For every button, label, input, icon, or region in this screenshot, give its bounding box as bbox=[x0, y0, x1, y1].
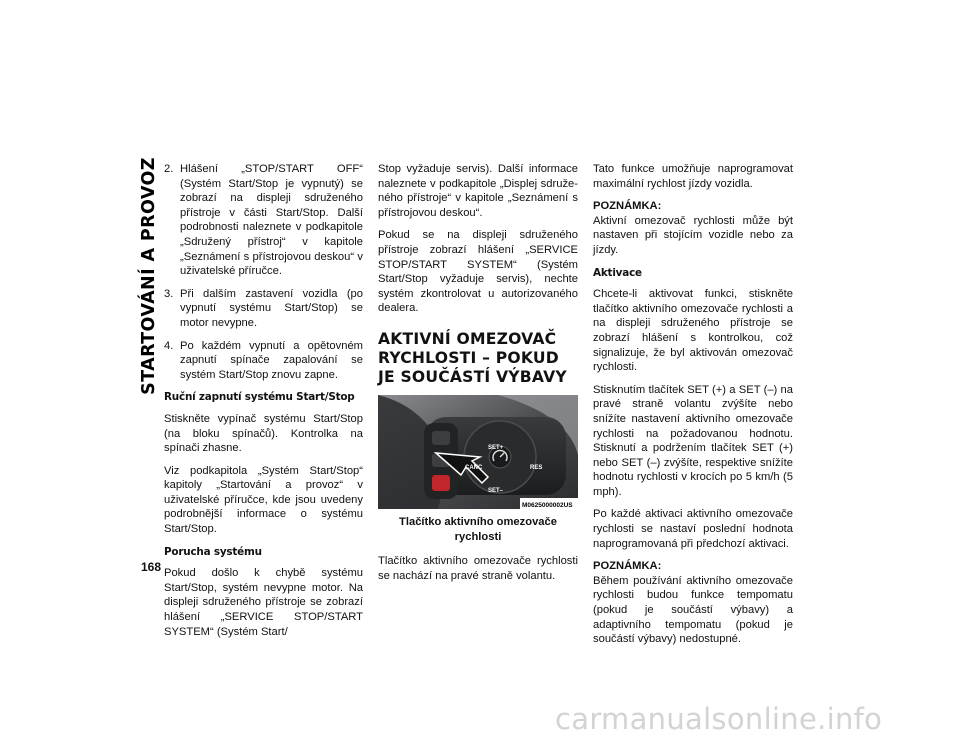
watermark: carmanualsonline.info bbox=[555, 702, 883, 736]
column-1 bbox=[164, 162, 363, 647]
list-item-text: Hlášení „STOP/START OFF“ (Systém Start/Stop je vypnutý) se zobrazí na displeji sdruženého přístroje v části Start/Stop. Další podrobnosti naleznete v podkapitole „Sdružený přístroj“ v kapitole „Seznámení s přístrojovou deskou“ v uživatelské příručce. bbox=[180, 163, 363, 278]
steering-wheel-buttons-photo bbox=[378, 395, 578, 509]
button-label-set-plus: SET+ bbox=[488, 444, 504, 451]
list-item-number: 2. bbox=[164, 163, 174, 175]
note-text: Během používání aktivního omezovače rychlosti budou funkce tempomatu (pokud je součástí výbavy) a adaptivního tempomatu (pokud je součástí výbavy) nedostupné. bbox=[593, 574, 793, 646]
figure-caption: Tlačítko aktivního omezovače rychlosti bbox=[399, 515, 557, 543]
paragraph: Stiskněte vypínač systému Start/Stop (na bloku spínačů). Kontrolka na spínači zhasne. bbox=[164, 412, 363, 455]
button-label-set-minus: SET– bbox=[488, 487, 504, 494]
button-label-canc: CANC bbox=[465, 464, 483, 471]
subheading-manual-enable: Ruční zapnutí systému Start/Stop bbox=[164, 391, 355, 404]
list-item bbox=[164, 162, 363, 279]
subheading-activation: Aktivace bbox=[593, 266, 642, 279]
note-title: POZNÁMKA: bbox=[593, 200, 662, 213]
subheading-system-fault: Porucha systému bbox=[164, 545, 262, 558]
paragraph: Pokud došlo k chybě systému Start/Stop, systém nevypne motor. Na displeji sdruženého přístroje se zobrazí hlášení „SERVICE STOP/START SYSTEM“ (Systém Start/ bbox=[164, 567, 363, 638]
list-item bbox=[164, 287, 363, 331]
paragraph: Po každé aktivaci aktivního omezovače rychlosti se nastaví poslední hodnota naprogramovaná při předchozí aktivaci. bbox=[593, 508, 793, 550]
list-item-number: 4. bbox=[164, 339, 174, 352]
column-2 bbox=[378, 162, 578, 591]
paragraph: Pokud se na displeji sdruženého přístroje zobrazí hlášení „SERVICE STOP/START SYSTEM“ (Systém Start/Stop vyžaduje servis), nechte systém zkontrolovat u autorizovaného dealera. bbox=[378, 229, 578, 315]
section-title: AKTIVNÍ OMEZOVAČ RYCHLOSTI – POKUD JE SOUČÁSTÍ VÝBAVY bbox=[378, 329, 567, 386]
paragraph: Viz podkapitola „Systém Start/Stop“ kapitoly „Startování a provoz“ v uživatelské příručce, kde jsou uvedeny podrobnější informace o systému Start/Stop. bbox=[164, 464, 363, 536]
paragraph: Tato funkce umožňuje naprogramovat maximální rychlost jízdy vozidla. bbox=[593, 163, 793, 190]
list-item bbox=[164, 339, 363, 383]
steering-wheel-illustration bbox=[378, 395, 578, 509]
list-item-text: Po každém vypnutí a opětovném zapnutí spínače zapalování se systém Start/Stop znovu zapne. bbox=[180, 339, 363, 381]
list-item-text: Při dalším zastavení vozidla (po vypnutí systému Start/Stop) se motor nevypne. bbox=[180, 287, 363, 329]
paragraph: Stisknutím tlačítek SET (+) a SET (–) na pravé straně volantu zvýšíte nebo snížíte nastavení aktivního omezovače rychlosti na požadovanou hodnotu. Stisknutí a podržením tlačítek SET (+) nebo SET (–) zvýšíte, respektive snížíte hodnotu rychlosti v krocích po 5 km/h (5 mph). bbox=[593, 383, 793, 498]
list-item-number: 3. bbox=[164, 287, 174, 300]
note-text: Aktivní omezovač rychlosti může být nastaven při stojícím vozidle nebo za jízdy. bbox=[593, 214, 793, 256]
side-tab-label: STARTOVÁNÍ A PROVOZ bbox=[139, 157, 159, 395]
section-side-tab bbox=[136, 157, 162, 395]
button-label-res: RES bbox=[530, 464, 543, 471]
paragraph: Tlačítko aktivního omezovače rychlosti se nachází na pravé straně volantu. bbox=[378, 555, 578, 582]
column-3 bbox=[593, 162, 793, 655]
paragraph: Chcete-li aktivovat funkci, stiskněte tlačítko aktivního omezovače rychlosti a na displeji sdruženého přístroje se zobrazí hlášení s kontrolkou, což signalizuje, že byl aktivován omezovač rychlosti. bbox=[593, 288, 793, 374]
note-title: POZNÁMKA: bbox=[593, 560, 662, 573]
paragraph: Stop vyžaduje servis). Další informace naleznete v podkapitole „Displej sdruženého přístroje“ v kapitole „Seznámení s přístrojovou deskou“. bbox=[378, 163, 578, 219]
figure-code: M0625000002US bbox=[522, 501, 573, 509]
page-number: 168 bbox=[141, 560, 162, 574]
